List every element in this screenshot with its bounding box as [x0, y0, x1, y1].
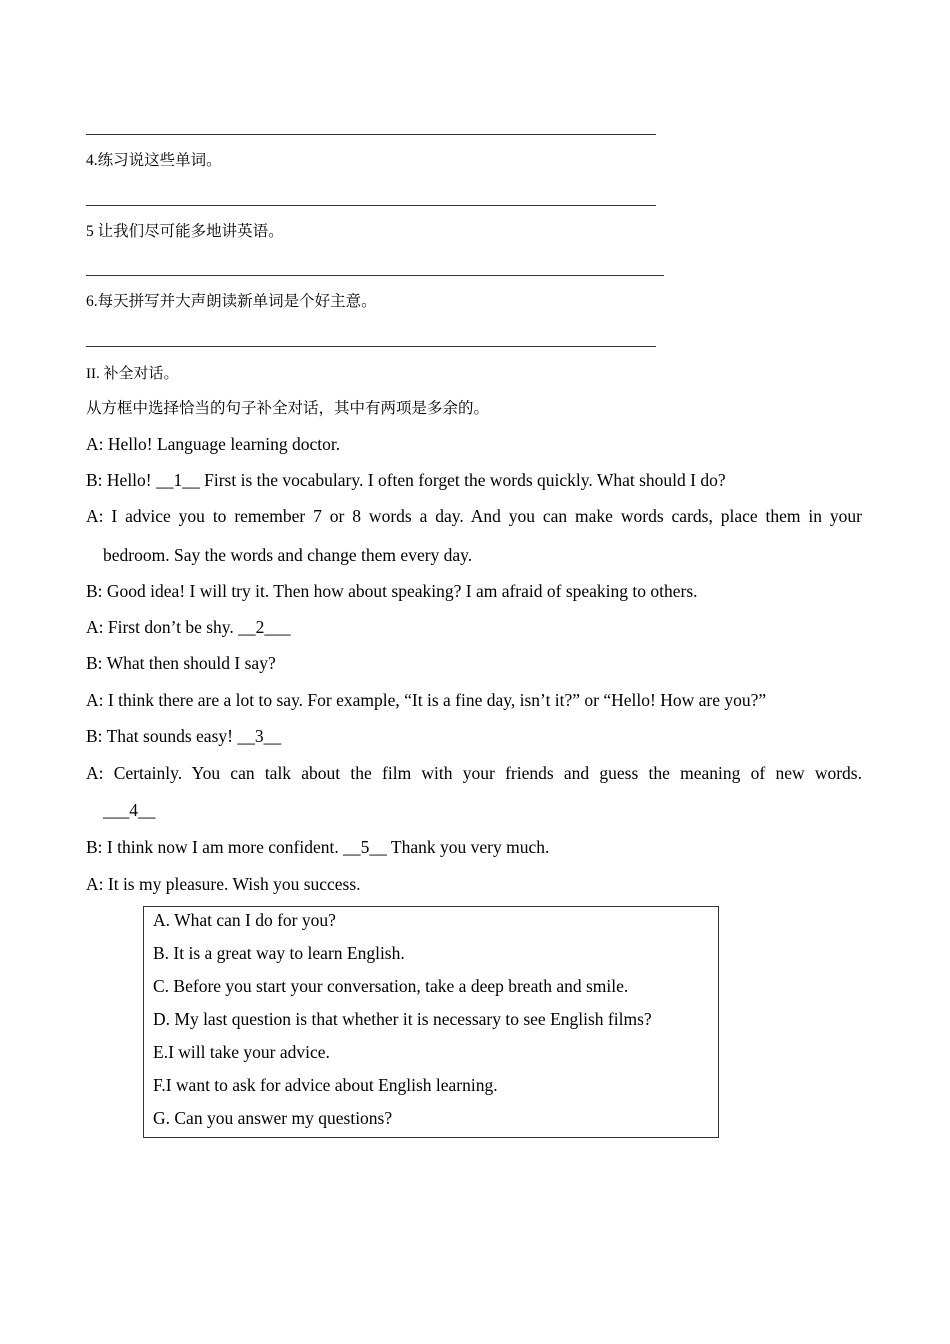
option-b: B. It is a great way to learn English. [153, 943, 405, 963]
dialogue-line: A: First don’t be shy. __2___ [86, 617, 291, 637]
option-a: A. What can I do for you? [153, 910, 336, 930]
option-f: F.I want to ask for advice about English learning. [153, 1075, 498, 1095]
dialogue-line: B: Hello! __1__ First is the vocabulary. I often forget the words quickly. What should I do? [86, 470, 726, 490]
dialogue-line: bedroom. Say the words and change them every day. [103, 545, 473, 565]
dialogue-line: B: I think now I am more confident. __5__ Thank you very much. [86, 837, 550, 857]
answer-line [86, 134, 656, 135]
translation-item-5: 5 让我们尽可能多地讲英语。 [86, 223, 284, 240]
dialogue-line: A: I advice you to remember 7 or 8 words a day. And you can make words cards, place them in your [86, 506, 862, 526]
answer-line [86, 346, 656, 347]
dialogue-line: B: What then should I say? [86, 653, 276, 673]
section-instruction: 从方框中选择恰当的句子补全对话，其中有两项是多余的。 [86, 400, 490, 417]
option-g: G. Can you answer my questions? [153, 1108, 393, 1128]
dialogue-line: B: That sounds easy! __3__ [86, 726, 282, 746]
option-c: C. Before you start your conversation, take a deep breath and smile. [153, 976, 629, 996]
dialogue-line: A: It is my pleasure. Wish you success. [86, 874, 361, 894]
section-title: II. 补全对话。 [86, 366, 179, 382]
options-box [143, 906, 719, 1138]
dialogue-line: B: Good idea! I will try it. Then how about speaking? I am afraid of speaking to others. [86, 581, 698, 601]
answer-line [86, 275, 664, 276]
dialogue-line: A: I think there are a lot to say. For example, “It is a fine day, isn’t it?” or “Hello! How are you?” [86, 690, 767, 710]
dialogue-line: A: Certainly. You can talk about the film with your friends and guess the meaning of new words. [86, 763, 862, 783]
option-d: D. My last question is that whether it is necessary to see English films? [153, 1009, 652, 1029]
option-e: E.I will take your advice. [153, 1042, 330, 1062]
dialogue-line: A: Hello! Language learning doctor. [86, 434, 341, 454]
translation-item-4: 4.练习说这些单词。 [86, 152, 222, 169]
dialogue-line: ___4__ [103, 800, 156, 820]
translation-item-6: 6.每天拼写并大声朗读新单词是个好主意。 [86, 293, 377, 310]
answer-line [86, 205, 656, 206]
